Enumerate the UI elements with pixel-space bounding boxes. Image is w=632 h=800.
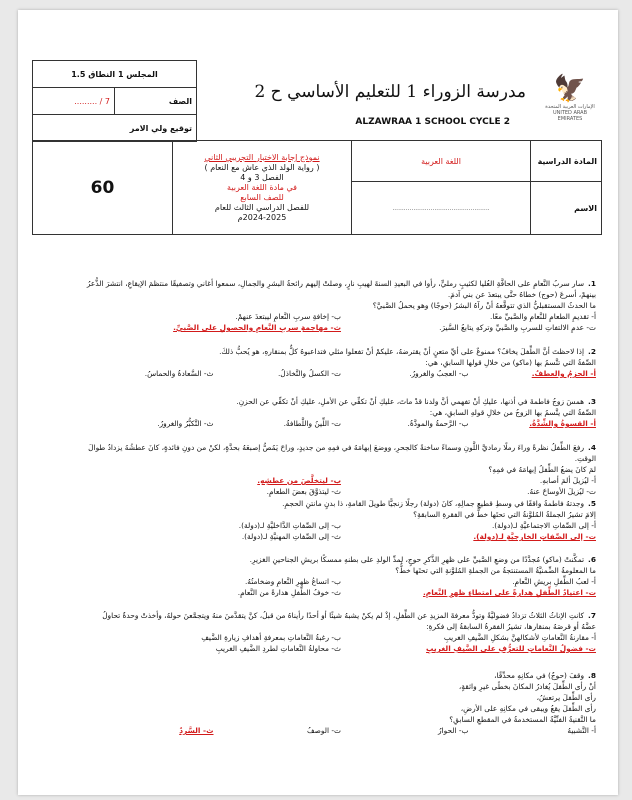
- question-prompt: الصِّفةُ التي يتَّسمُ بها الزوجُ من خلالِ قولهِ السابقِ، هي:: [429, 408, 596, 417]
- question-number: 7.: [588, 611, 596, 620]
- question-prompt: ما التَّقنيةُ الفنِّيَّةُ المستخدمةُ في المقطعِ السابقِ؟: [449, 715, 596, 724]
- option-4-1: ب- ليتخلَّصَ من عطشِهِ.: [257, 476, 341, 485]
- options-row: [86, 725, 596, 736]
- passage-line: رأى الطِّفلَ يقعُ ويبقى في مكانِهِ على الأرضِ،: [460, 704, 596, 713]
- question-number: 4.: [588, 443, 596, 452]
- name-label: الاسم: [531, 182, 602, 235]
- guardian-signature: توقيع ولي الامر: [33, 115, 197, 142]
- question-passage: إذا لاحظتَ أنَّ الطِّفلَ يخافُ؟ ممنوعٌ على أيِّ متعنٍ أنْ يقترضهُ، عليكمْ أنْ تفعلوا مثلي فتداعبوهُ كلٌّ بمنقارهِ، هو يُحبُّ ذلكَ.: [219, 347, 585, 356]
- options-row: [86, 418, 596, 429]
- name-field[interactable]: ...................................................: [352, 182, 531, 235]
- options-row: [86, 368, 596, 379]
- question-prompt: لمَ كانَ يضعُ الطِّفلُ إبهامَهُ في فمِهِ؟: [488, 465, 596, 474]
- question-text: [86, 670, 596, 681]
- grade-label: الصف: [115, 88, 197, 115]
- question-number: 2.: [588, 347, 596, 356]
- options-row: [86, 587, 596, 598]
- falcon-icon: 🦅: [553, 74, 587, 104]
- options-row: [86, 520, 596, 531]
- question-8: [86, 670, 596, 736]
- question-2: [86, 346, 596, 379]
- option-8-1: ب- الحوارُ: [438, 726, 469, 735]
- emblem-caption: الإمارات العربية المتحدة UNITED ARAB EMIRATES: [545, 104, 595, 122]
- question-4: [86, 442, 596, 497]
- exam-line1: في مادة اللغة العربية: [227, 182, 297, 192]
- question-number: 1.: [588, 279, 596, 288]
- passage-line: أنْ رأى الطِّفلَ يُغادرُ المكانَ بخطًى غيرِ واثقةٍ،: [458, 682, 596, 691]
- option-5-1: ث- إلى الصِّفاتِ المهنيَّةِ لـ(دولة).: [241, 532, 341, 541]
- options-row: [86, 486, 596, 497]
- question-number: 8.: [588, 671, 596, 680]
- question-7: [86, 610, 596, 654]
- exam-novel: ( رواية الولد الذي عاش مع النعام ): [204, 162, 320, 172]
- question-passage: سار سربُ النَّعامِ على الحافَّةِ العُليا لكثيبٍ رمليٍّ، رأوا في البعيدِ السنةَ لهيبِ نارٍ، وصلتْ إليهم رائحةُ البشرِ والجمالِ، سمعوا أغاني وتصفيقًا منتظمَ الإيقاعِ، انتشرَ الذُّعرُ بينهمْ، أسرعَ (حوج) خطاهُ حتَّى يبتعدَ عن بني آدمَ.: [86, 279, 596, 299]
- option-7-1: ب- رغبةُ النَّعاماتِ بمعرفةِ أهدافِ زيارةِ الضَّيفِ: [201, 633, 341, 642]
- question-passage: وقفَ (حوجٌ) في مكانِهِ محدِّقًا،: [494, 671, 585, 680]
- option-6-1: ب- اتساعُ ظهرِ النَّعامِ وضخامتُهُ.: [244, 577, 341, 586]
- question-prompt: ما الحدثُ المستقبليُّ الذي تتوقَّعهُ أنْ رآهُ البشرُ (حوجًا) وهو يحملُ الصَّبيَّ؟: [372, 301, 596, 310]
- options-row: [86, 632, 596, 643]
- question-text: [86, 396, 596, 407]
- option-4-0: أ- ليُزيلَ ألمَ أصابهِ.: [539, 476, 596, 485]
- question-text: [86, 554, 596, 565]
- option-7-1: ث- محاولةُ النَّعاماتِ لطردِ الضَّيفِ الغريبِ: [215, 644, 341, 653]
- option-2-0: أ- الحزمُ والعطفُ.: [531, 369, 596, 378]
- question-number: 6.: [588, 555, 596, 564]
- question-text: [86, 278, 596, 300]
- exam-title: نموذج إجابة الاختبار التجريبي الثاني: [204, 152, 320, 162]
- question-text: [86, 498, 596, 509]
- question-text: [86, 346, 596, 357]
- subject-label: المادة الدراسية: [531, 141, 602, 182]
- option-5-0: أ- إلى الصِّفاتِ الاجتماعيَّةِ لـ(دولة).: [491, 521, 596, 530]
- school-name-arabic: مدرسة الزوراء 1 للتعليم الأساسي ح 2: [254, 82, 526, 102]
- question-passage: كانتِ الإناثُ الثلاثُ تزدادُ فضوليَّةً وتودُّ معرفةَ المزيدِ عن الطِّفلِ، إذْ لم يكنْ يشبهُ شيئًا أو أحدًا رأيناهُ من قبلُ، كنَّ يتقدَّمنَ منهُ ويتجمَّعنَ حولهُ، وأخذتْ وحدةٌ تحاولُ عضَّهُ أو قرصَهُ بمنقارها، تشيرُ الفقرةُ السابقةُ إلى فكرةِ:: [102, 611, 596, 631]
- question-passage: رفعَ الطِّفلُ نظرةً وراءَ رملًا رماديَّ اللَّونِ وسماءً ساخنةً كالجحرِ، ووضعَ إبهامَهُ في فمِهِ من جديدٍ، وراحَ يَمُصُّ إصبعَهُ بحدَّةٍ، لكنْ من دونِ فائدةٍ، كانَ عطشُهُ يزدادُ طوالَ الوقتِ.: [88, 443, 596, 463]
- option-6-0: أ- لعبُ الطِّفلِ بريشِ النَّعامِ.: [512, 577, 596, 586]
- option-2-2: ت- الكسلُ والتَّخاذلُ.: [277, 369, 341, 378]
- options-row: [86, 643, 596, 654]
- options-row: [86, 475, 596, 486]
- exam-info-table: [32, 140, 602, 235]
- option-3-1: ب- الرَّحمةُ والمودَّةُ.: [407, 419, 469, 428]
- passage-line: رأى الطِّفلَ يرتعشُ،: [536, 693, 596, 702]
- option-7-0: أ- مقارنةُ النَّعاماتِ لأشكالهنَّ بشكلِ الضَّيفِ الغريبِ: [443, 633, 596, 642]
- question-1: [86, 278, 596, 333]
- uae-emblem: [544, 74, 596, 122]
- option-7-0: ت- فضولُ النَّعاماتِ للتعرُّفِ على الضَّيفِ الغريبِ: [426, 644, 596, 653]
- question-6: [86, 554, 596, 598]
- exam-paper: [18, 10, 618, 795]
- question-text: [86, 442, 596, 464]
- question-5: [86, 498, 596, 542]
- subject-value: اللغة العربية: [352, 141, 531, 182]
- option-5-1: ب- إلى الصِّفاتِ الدَّاخليَّةِ لـ(دولة).: [238, 521, 341, 530]
- option-2-3: ث- السَّعادةُ والحماسُ.: [144, 369, 214, 378]
- option-2-1: ب- العجبُ والغرورُ.: [409, 369, 469, 378]
- question-number: 5.: [588, 499, 596, 508]
- options-row: [86, 311, 596, 322]
- question-prompt: ما المعلومةُ الضِّمنيَّةُ المستنتجةُ من الجملةِ المُلوَّنةِ التي تحتَها خطٌّ؟: [395, 566, 596, 575]
- options-row: [86, 322, 596, 333]
- question-text: [86, 610, 596, 632]
- exam-line3: للفصل الدراسي الثالث للعام: [214, 202, 310, 212]
- question-passage: وجدتهُ فاطمةُ واقفًا في وسطِ قطيعِ جمالِهِ، كانَ (دولة) رجلًا زنجيًّا طويلَ القامةِ، ذا بدنٍ مانتنِ الحجمِ.: [282, 499, 585, 508]
- option-1-1: ث- مهاجمةِ سربِ النَّعامِ والحصولِ على الصَّبيِّ.: [173, 323, 341, 332]
- question-number: 3.: [588, 397, 596, 406]
- question-passage: تمكَّنتْ (ماكو) مُجدَّدًا من وضعِ الصَّبيِّ على ظهرِ الذَّكرِ حوجٍ، لمدِّ الولدِ على بطنهِ ممسكًا بريشِ الجناحينِ الغزيرِ.: [249, 555, 585, 564]
- header-box: [32, 60, 197, 142]
- option-8-2: ت- الوصفُ: [306, 726, 341, 735]
- option-6-1: ث- خوفُ الطِّفلِ هدارةً من النَّعامِ.: [237, 588, 341, 597]
- option-3-3: ث- التَّكبُّرُ والغرورُ.: [157, 419, 214, 428]
- option-1-0: أ- تقديمِ الطعامِ للنَّعامِ والصَّبيِّ معًا.: [490, 312, 596, 321]
- exam-line2: للصف السابع: [240, 192, 284, 202]
- grade-value: 7 / .........: [33, 88, 115, 115]
- option-3-0: أ- القسوةُ والشِّدَّةُ.: [529, 419, 596, 428]
- option-8-0: أ- التَّشبيهُ: [567, 726, 596, 735]
- council-label: المجلس 1 النطاق 1.5: [33, 61, 197, 88]
- option-8-3: ث- السَّردُ: [179, 726, 214, 735]
- question-3: [86, 396, 596, 429]
- option-4-1: ث- ليتذوَّقَ بعضَ الطعامِ.: [266, 487, 341, 496]
- score: 60: [33, 141, 173, 235]
- question-passage: همسَ زوجُ فاطمةَ في أذنها، عليكِ أنْ تفهمي أنَّ ولدنا قدْ ماتَ، عليكِ أنْ تكفِّي عن الأملِ، عليكِ أنْ تكفِّي عن الحزنِ.: [236, 397, 585, 406]
- options-row: [86, 531, 596, 542]
- options-row: [86, 576, 596, 587]
- exam-year: 2024-2025م: [237, 212, 287, 222]
- option-5-0: ت- إلى الصِّفاتِ الخارجيَّةِ لـ(دولة).: [473, 532, 596, 541]
- school-name-english: ALZAWRAA 1 SCHOOL CYCLE 2: [355, 117, 510, 127]
- option-1-1: ب- إخافةِ سربِ النَّعامِ ليبتعدَ عنهمْ.: [235, 312, 341, 321]
- option-3-2: ت- اللِّينُ واللَّطافةُ.: [283, 419, 341, 428]
- exam-title-cell: [173, 141, 352, 235]
- option-4-0: ت- ليُزيلَ الأوساخَ عنهُ.: [527, 487, 596, 496]
- question-prompt: إلامَ تشيرُ الجملةُ المُلوَّنةُ التي تحتَها خطٌّ في الفقرةِ السابقةِ؟: [413, 510, 596, 519]
- option-1-0: ت- عدمِ الالتفاتِ للسربِ والصَّبيِّ وتركهِ يتابعُ السَّيرَ.: [439, 323, 596, 332]
- question-prompt: الصِّفةُ التي تتَّسمُ بها (ماكو) من خلالِ قولها السابقِ، هي:: [425, 358, 596, 367]
- exam-chapter: الفصل 3 و 4: [240, 172, 284, 182]
- option-6-0: ت- اعتيادُ الطِّفلِ هدارةً على امتطاءِ ظهرِ النَّعامِ.: [422, 588, 596, 597]
